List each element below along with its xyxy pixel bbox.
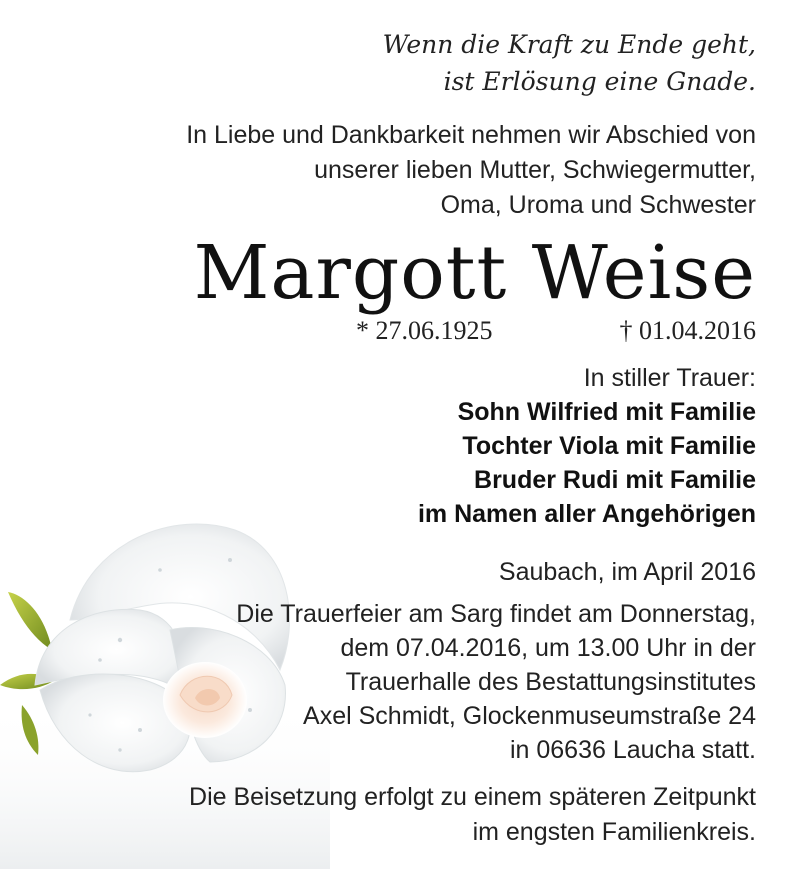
burial-info (189, 780, 756, 850)
birth-date: * 27.06.1925 (356, 316, 493, 345)
intro-line: Oma, Uroma und Schwester (440, 191, 756, 219)
place-date: Saubach, im April 2016 (498, 558, 756, 586)
mourner-entry: im Namen aller Angehörigen (417, 500, 756, 528)
mourning-heading: In stiller Trauer: (583, 364, 756, 392)
quote-line: ist Erlösung eine Gnade. (443, 67, 756, 96)
mourner-entry: Tochter Viola mit Familie (462, 432, 756, 460)
quote-line: Wenn die Kraft zu Ende geht, (382, 30, 756, 59)
ceremony-info (236, 597, 756, 767)
intro-line: unserer lieben Mutter, Schwiegermutter, (314, 156, 756, 184)
memorial-quote (383, 26, 756, 100)
mourners-block (418, 361, 756, 531)
deceased-name: Margott Weise (193, 230, 756, 316)
life-dates (356, 313, 756, 349)
intro-line: In Liebe und Dankbarkeit nehmen wir Abschied von (186, 121, 756, 149)
ceremony-line: in 06636 Laucha statt. (509, 736, 756, 764)
ceremony-line: Axel Schmidt, Glockenmuseumstraße 24 (303, 702, 756, 730)
mourner-entry: Bruder Rudi mit Familie (474, 466, 756, 494)
ceremony-line: Die Trauerfeier am Sarg findet am Donnerstag, (236, 600, 756, 628)
death-date: † 01.04.2016 (619, 316, 756, 345)
ceremony-line: dem 07.04.2016, um 13.00 Uhr in der (340, 634, 756, 662)
burial-line: Die Beisetzung erfolgt zu einem späteren Zeitpunkt (189, 783, 756, 811)
ceremony-line: Trauerhalle des Bestattungsinstitutes (345, 668, 756, 696)
burial-line: im engsten Familienkreis. (472, 818, 756, 846)
farewell-intro (186, 118, 756, 223)
mourner-entry: Sohn Wilfried mit Familie (457, 398, 756, 426)
